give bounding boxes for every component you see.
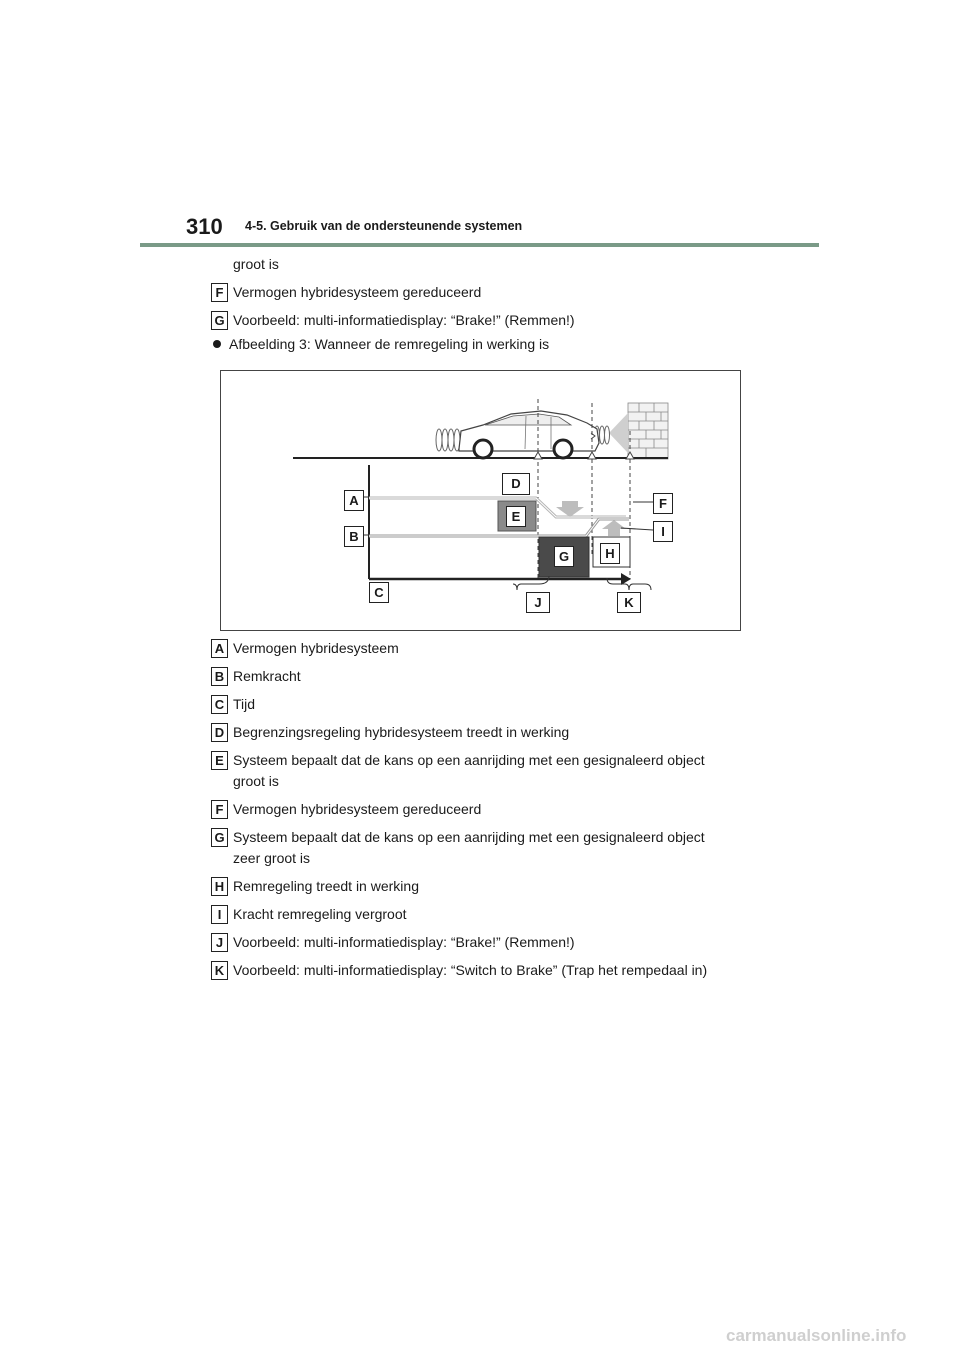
legend-text-c: Tijd [233, 696, 256, 712]
legend-text-b: Remkracht [233, 668, 301, 684]
legend-text-i: Kracht remregeling vergroot [233, 906, 407, 922]
legend-text-h: Remregeling treedt in werking [233, 878, 419, 894]
figure-brake-control [220, 370, 741, 631]
legend-label-e: E [211, 751, 228, 770]
callout-b: B [344, 526, 364, 547]
wall-illustration [628, 403, 668, 459]
callout-e: E [506, 506, 526, 527]
legend-label-d: D [211, 723, 228, 742]
legend-text-e-cont: groot is [233, 773, 279, 789]
header-rule [140, 243, 819, 247]
callout-f: F [653, 493, 673, 514]
legend-text-d: Begrenzingsregeling hybridesysteem treedt in werking [233, 724, 570, 740]
legend-text-f: Vermogen hybridesysteem gereduceerd [233, 801, 482, 817]
legend-text-g: Systeem bepaalt dat de kans op een aanrijding met een gesignaleerd object [233, 829, 705, 845]
legend-label-j: J [211, 933, 228, 952]
intro-label-f: F [211, 283, 228, 302]
continuation-text: groot is [233, 256, 279, 272]
callout-a: A [344, 490, 364, 511]
legend-text-a: Vermogen hybridesysteem [233, 640, 399, 656]
bullet-dot [213, 340, 221, 348]
callout-c: C [369, 582, 389, 603]
callout-h: H [600, 543, 620, 564]
callout-k: K [617, 592, 641, 613]
section-title: 4-5. Gebruik van de ondersteunende systemen [245, 219, 523, 233]
callout-j: J [526, 592, 550, 613]
radar-beam [609, 413, 628, 453]
legend-text-k: Voorbeeld: multi-informatiedisplay: “Switch to Brake” (Trap het rempedaal in) [233, 962, 708, 978]
legend-label-a: A [211, 639, 228, 658]
legend-label-k: K [211, 961, 228, 980]
legend-label-f: F [211, 800, 228, 819]
page-number: 310 [186, 214, 223, 239]
legend-label-c: C [211, 695, 228, 714]
reduce-arrow [556, 501, 584, 517]
callout-d: D [502, 473, 530, 495]
callout-i: I [653, 521, 673, 542]
intro-text-f: Vermogen hybridesysteem gereduceerd [233, 284, 482, 300]
legend-text-g-cont: zeer groot is [233, 850, 311, 866]
legend-text-j: Voorbeeld: multi-informatiedisplay: “Brake!” (Remmen!) [233, 934, 575, 950]
legend-label-g: G [211, 828, 228, 847]
car-illustration [459, 411, 599, 458]
legend-label-h: H [211, 877, 228, 896]
intro-label-g: G [211, 311, 228, 330]
legend-label-i: I [211, 905, 228, 924]
legend-label-b: B [211, 667, 228, 686]
callout-g: G [554, 546, 574, 567]
watermark: carmanualsonline.info [726, 1326, 907, 1345]
legend-text-e: Systeem bepaalt dat de kans op een aanrijding met een gesignaleerd object [233, 752, 705, 768]
intro-text-g: Voorbeeld: multi-informatiedisplay: “Brake!” (Remmen!) [233, 312, 575, 328]
bullet-heading: Afbeelding 3: Wanneer de remregeling in werking is [229, 336, 550, 352]
